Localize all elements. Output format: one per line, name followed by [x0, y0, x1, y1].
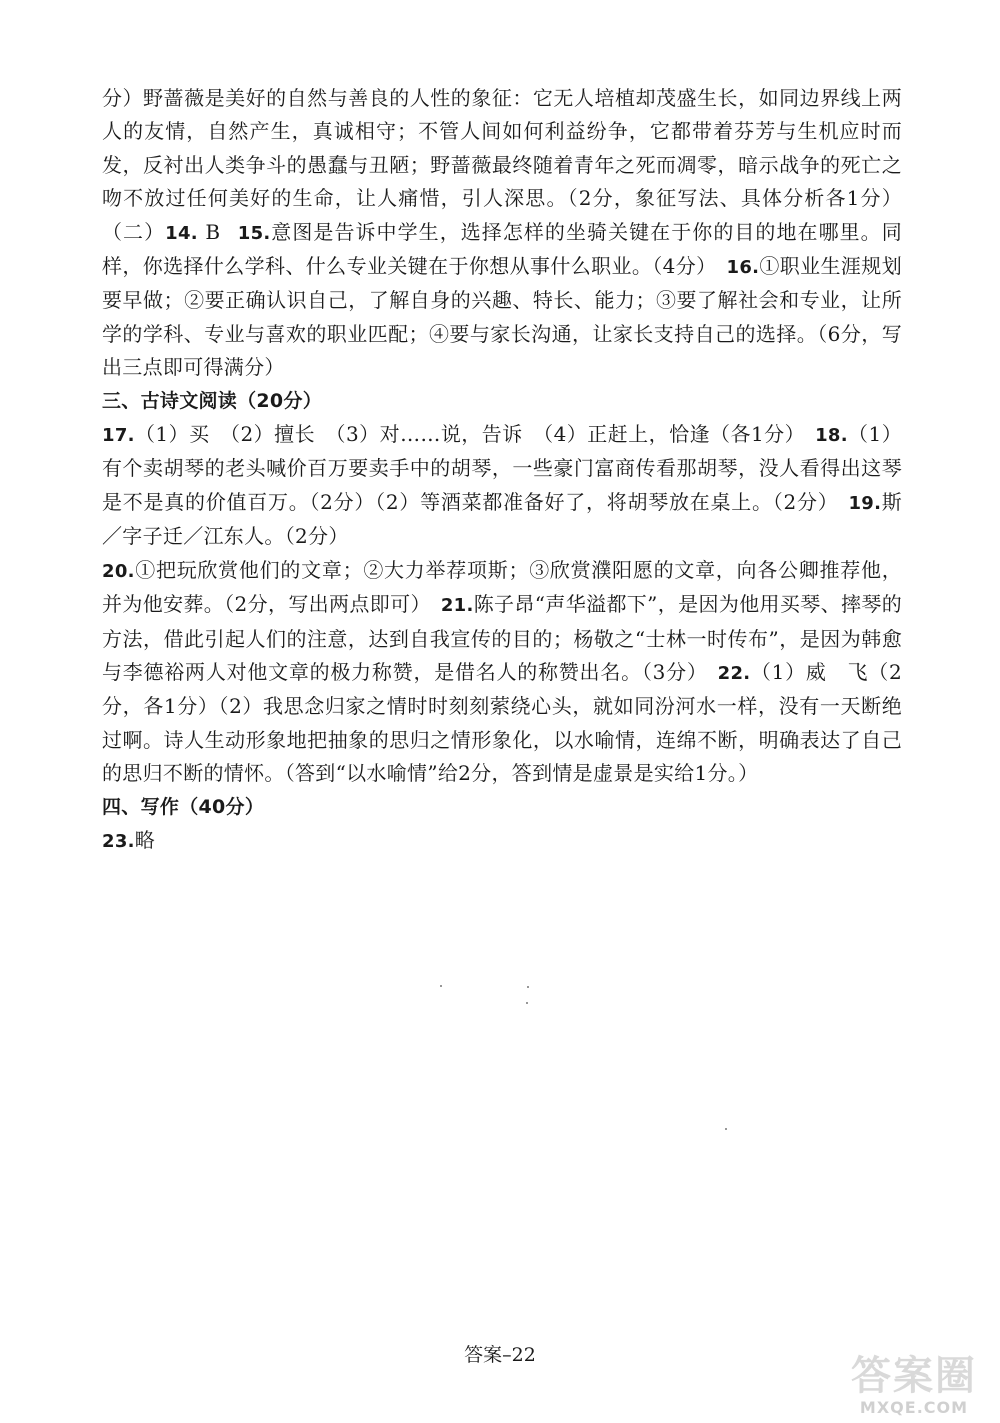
- question-number-21: 21.: [440, 595, 474, 617]
- answer-18: （1）有个卖胡琴的老头喊价百万要卖手中的胡琴，一些豪门富商传看那胡琴，没人看得出这琴是不是真的价值百万。（2分）（2）等酒菜都准备好了，将胡琴放在桌上。（2分）: [102, 422, 902, 514]
- answer-17: （1）买 （2）擅长 （3）对……说，告诉 （4）正赶上，恰逢（各1分）: [134, 422, 806, 447]
- scan-speck: [725, 1128, 727, 1130]
- section-heading-writing: 四、写作（40分）: [102, 795, 265, 818]
- question-number-16: 16.: [726, 257, 760, 279]
- answer-23: 略: [134, 827, 156, 852]
- answer-19: 斯／字子迁／江东人。（2分）: [102, 489, 902, 549]
- question-number-17: 17.: [102, 425, 135, 447]
- section-heading-classical-reading: 三、古诗文阅读（20分）: [102, 389, 323, 412]
- answer-21: 陈子昂“声华溢都下”，是因为他用买琴、摔琴的方法，借此引起人们的注意，达到自我宣传的目的；杨敬之“士林一时传布”，是因为韩愈与李德裕两人对他文章的极力称赞，是借名人的称赞出名。（3分）: [102, 592, 902, 684]
- page-number: 答案–22: [464, 1344, 536, 1366]
- answer-paragraph-classical-1: [102, 418, 902, 554]
- question-number-20: 20.: [102, 560, 135, 582]
- answer-paragraph-classical-2: [102, 554, 902, 791]
- watermark-logo: [848, 1352, 980, 1420]
- answer-content: [102, 82, 902, 858]
- answer-15: 意图是告诉中学生，选择怎样的坐骑关键在于你的目的地在哪里。同样，你选择什么学科、什么专业关键在于你想从事什么职业。（4分）: [102, 219, 903, 279]
- answer-22: （1）威 飞（2分，各1分）（2）我思念归家之情时时刻刻萦绕心头，就如同汾河水一样，没有一天断绝过啊。诗人生动形象地把抽象的思归之情形象化，以水喻情，连绵不断，明确表达了自己的思归不断的情怀。（答到“以水喻情”给2分，答到情是虚景是实给1分。）: [102, 659, 902, 786]
- answer-14: B: [197, 219, 228, 244]
- answer-paragraph-writing: [102, 824, 902, 858]
- scan-speck: [526, 1002, 528, 1004]
- question-number-19: 19.: [848, 492, 882, 514]
- answer-paragraph-reading-1: [102, 82, 902, 385]
- answer-text-13-end: 分）野蔷薇是美好的自然与善良的人性的象征：它无人培植却茂盛生长，如同边界线上两人的友情，自然产生，真诚相守；不管人间如何利益纷争，它都带着芬芳与生机应时而发，反衬出人类争斗的愚蠢与丑陋；野蔷薇最终随着青年之死而凋零，暗示战争的死亡之吻不放过任何美好的生命，让人痛惜，引人深思。（2分，象征写法、具体分析各1分）（二）: [102, 86, 902, 244]
- watermark-url: MXQE.COM: [859, 1398, 969, 1417]
- question-number-15: 15.: [237, 222, 271, 244]
- answer-20: ①把玩欣赏他们的文章；②大力举荐项斯；③欣赏濮阳愿的文章，向各公卿推荐他，并为他安葬。（2分，写出两点即可）: [102, 557, 902, 617]
- question-number-23: 23.: [102, 830, 135, 852]
- answer-16: ①职业生涯规划要早做；②要正确认识自己，了解自身的兴趣、特长、能力；③要了解社会和专业，让所学的学科、专业与喜欢的职业匹配；④要与家长沟通，让家长支持自己的选择。（6分，写出三点即可得满分）: [102, 254, 902, 380]
- question-number-18: 18.: [815, 425, 848, 447]
- question-number-22: 22.: [717, 662, 751, 684]
- scan-speck: [440, 985, 442, 987]
- scan-speck: [527, 986, 529, 988]
- watermark-text: 答案圈: [851, 1353, 977, 1399]
- question-number-14: 14.: [165, 222, 198, 244]
